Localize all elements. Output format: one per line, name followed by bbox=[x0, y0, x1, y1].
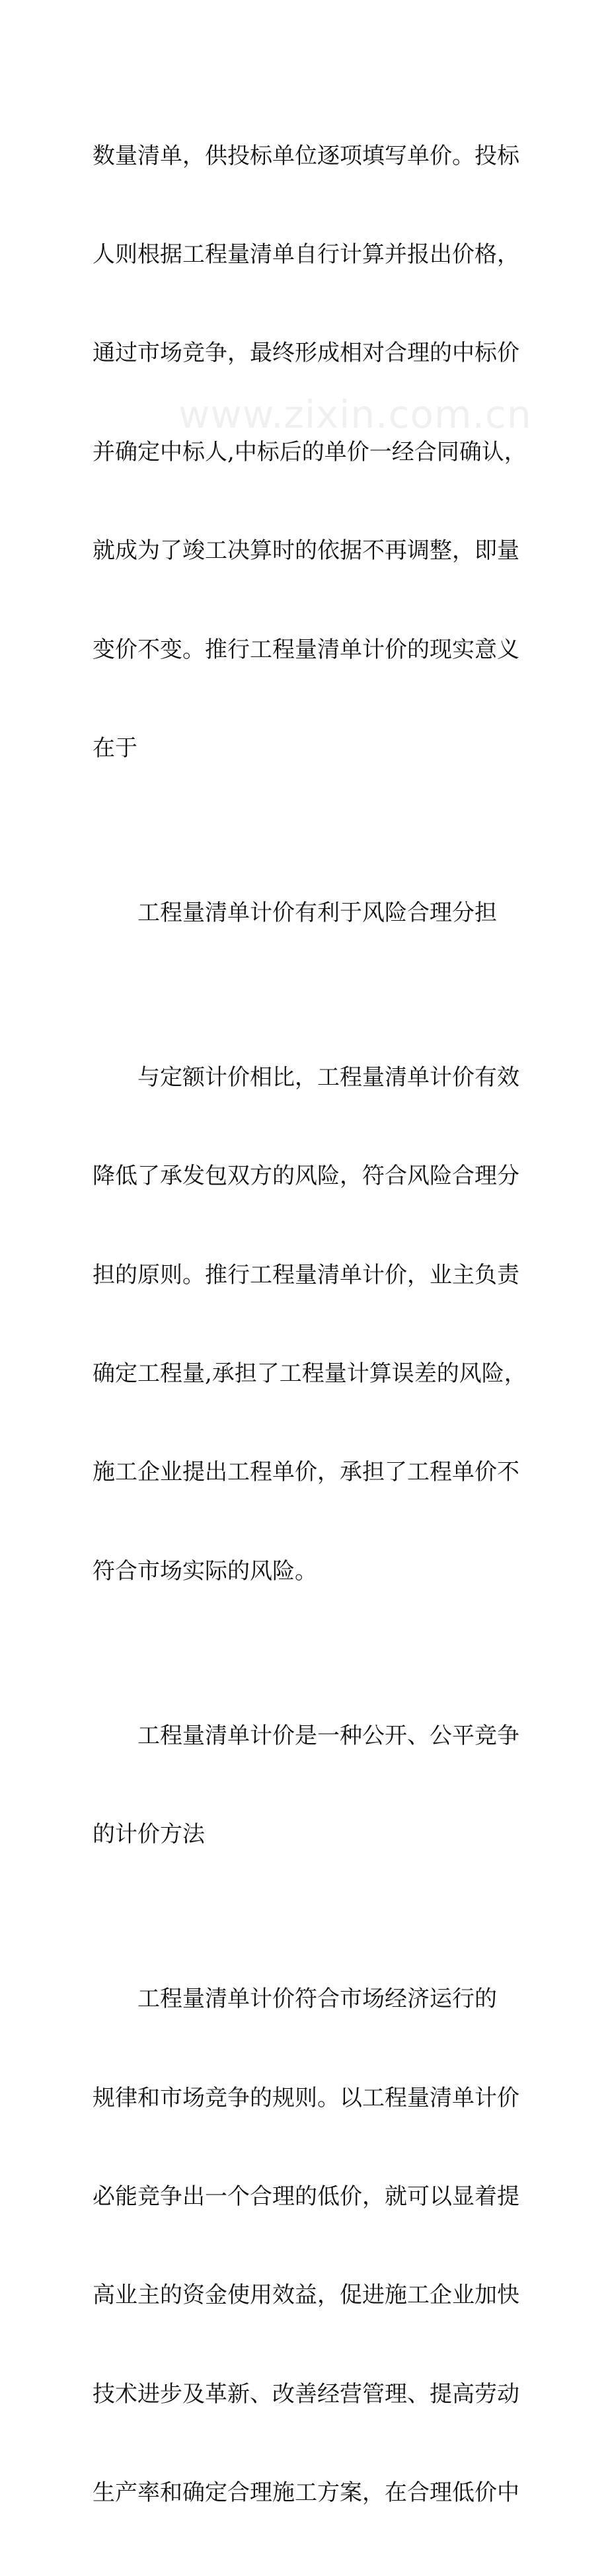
text-line: 工程量清单计价符合市场经济运行的 bbox=[137, 1986, 497, 2013]
text-line: 人则根据工程量清单自行计算并报出价格， bbox=[93, 241, 519, 268]
text-line: 在于 bbox=[93, 734, 137, 761]
text-line: 与定额计价相比，工程量清单计价有效 bbox=[137, 1064, 519, 1091]
section-heading-competition bbox=[93, 1654, 519, 1917]
section-heading-risk bbox=[93, 831, 519, 995]
text-line: 并确定中标人,中标后的单价一经合同确认， bbox=[93, 438, 527, 465]
text-line: 数量清单，供投标单位逐项填写单价。投标 bbox=[93, 142, 519, 169]
heading-line: 的计价方法 bbox=[93, 1821, 205, 1848]
text-line: 规律和市场竞争的规则。以工程量清单计价 bbox=[93, 2084, 519, 2111]
paragraph-competition bbox=[93, 1918, 519, 2576]
heading-line: 工程量清单计价有利于风险合理分担 bbox=[137, 899, 497, 926]
text-line: 生产率和确定合理施工方案，在合理低价中 bbox=[93, 2479, 519, 2507]
text-line: 变价不变。推行工程量清单计价的现实意义 bbox=[93, 636, 519, 663]
document-body bbox=[93, 74, 527, 2576]
text-line: 确定工程量,承担了工程量计算误差的风险， bbox=[93, 1360, 527, 1387]
heading-line: 工程量清单计价是一种公开、公平竞争 bbox=[137, 1722, 519, 1749]
text-line: 就成为了竣工决算时的依据不再调整，即量 bbox=[93, 537, 519, 565]
paragraph-risk bbox=[93, 995, 527, 1654]
text-line: 符合市场实际的风险。 bbox=[93, 1557, 317, 1584]
watermark: www.zixin.com.cn bbox=[178, 392, 532, 437]
paragraph-intro bbox=[93, 74, 527, 831]
text-line: 通过市场竞争，最终形成相对合理的中标价 bbox=[93, 340, 519, 367]
text-line: 担的原则。推行工程量清单计价，业主负责 bbox=[93, 1261, 519, 1288]
text-line: 降低了承发包双方的风险，符合风险合理分 bbox=[93, 1163, 519, 1190]
text-line: 施工企业提出工程单价，承担了工程单价不 bbox=[93, 1459, 519, 1486]
text-line: 技术进步及革新、改善经营管理、提高劳动 bbox=[93, 2380, 519, 2407]
text-line: 高业主的资金使用效益，促进施工企业加快 bbox=[93, 2282, 519, 2309]
text-line: 必能竞争出一个合理的低价，就可以显着提 bbox=[93, 2183, 519, 2210]
